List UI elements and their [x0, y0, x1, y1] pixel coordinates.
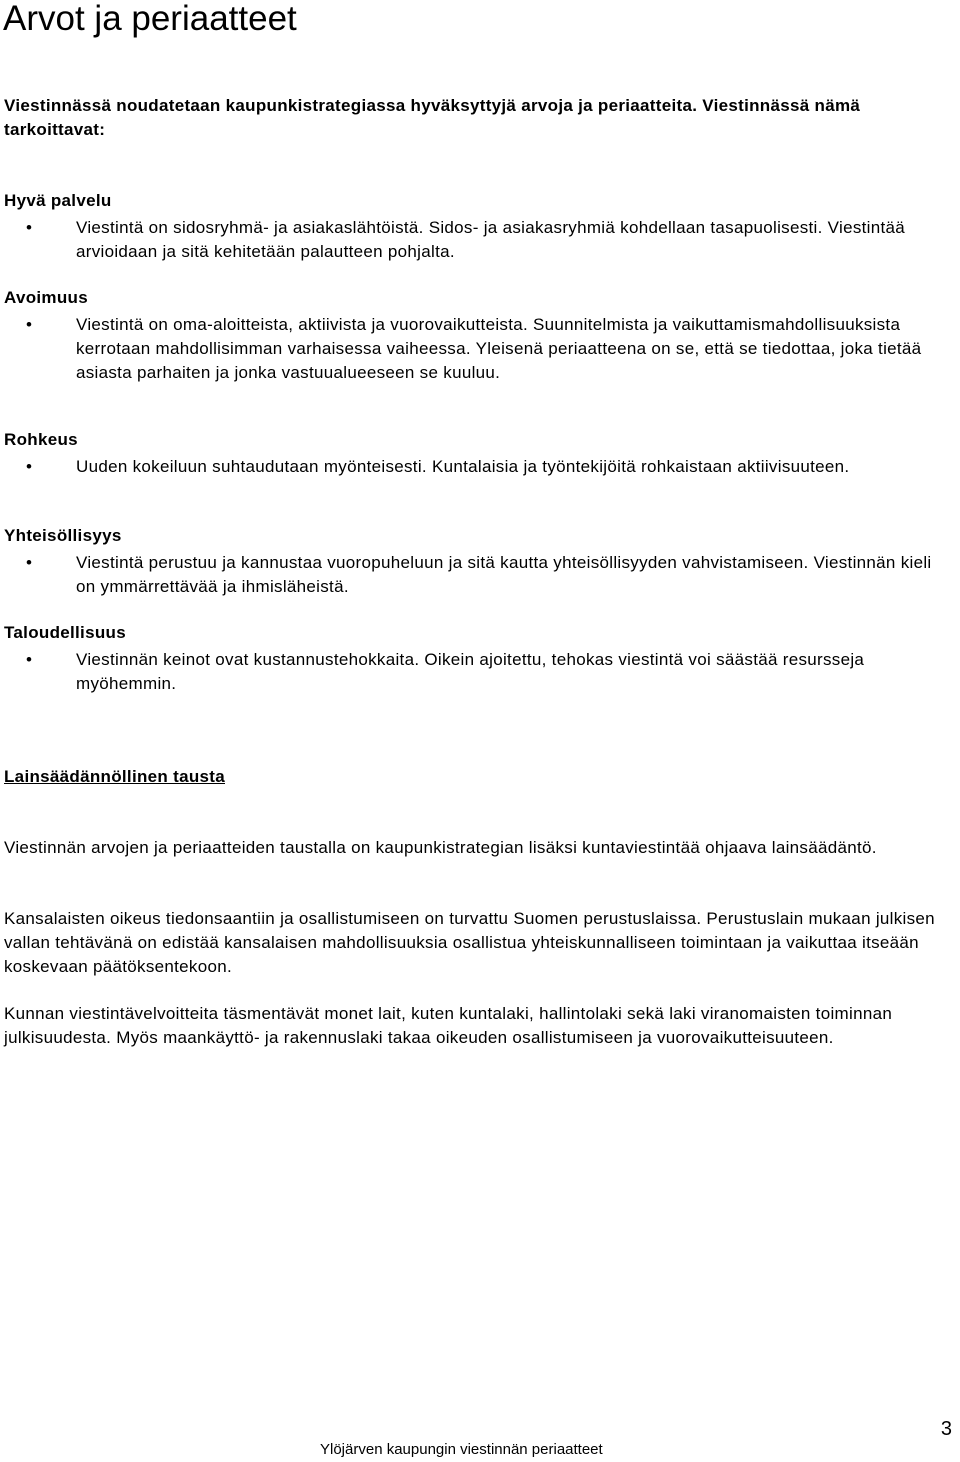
- bullet-icon: •: [26, 315, 33, 334]
- value-description: Viestintä on sidosryhmä- ja asiakaslähtöistä. Sidos- ja asiakasryhmiä kohdellaan tasapuolisesti. Viestintää arvioidaan ja sitä kehitetään palautteen pohjalta.: [76, 218, 906, 261]
- value-heading: Rohkeus: [4, 430, 78, 449]
- value-description: Viestintä on oma-aloitteista, aktiivista ja vuorovaikutteista. Suunnitelmista ja vaikuttamismahdollisuuksista kerrotaan mahdollisimman varhaisessa vaiheessa. Yleisenä periaatteena on se, että se tiedottaa, joka tietää asiasta parhaiten ja jonka vastuualueeseen se kuuluu.: [76, 315, 922, 382]
- value-bullet: [4, 313, 949, 385]
- value-bullet: [4, 455, 949, 479]
- value-section-yhteisollisyys: [4, 524, 949, 599]
- value-heading: Yhteisöllisyys: [4, 526, 122, 545]
- value-section-taloudellisuus: [4, 621, 949, 696]
- value-section-hyva-palvelu: [4, 189, 949, 264]
- page-number: 3: [940, 1418, 952, 1440]
- legal-background-heading: Lainsäädännöllinen tausta: [4, 767, 225, 786]
- value-section-rohkeus: [4, 428, 949, 479]
- value-section-avoimuus: [4, 286, 949, 385]
- value-bullet: [4, 648, 949, 696]
- value-heading: Avoimuus: [4, 288, 88, 307]
- value-bullet: [4, 551, 949, 599]
- value-description: Viestintä perustuu ja kannustaa vuoropuheluun ja sitä kautta yhteisöllisyyden vahvistamiseen. Viestinnän kieli on ymmärrettävää ja ihmisläheistä.: [76, 553, 932, 596]
- value-description: Uuden kokeiluun suhtaudutaan myönteisesti. Kuntalaisia ja työntekijöitä rohkaistaan aktiivisuuteen.: [76, 457, 850, 476]
- legal-paragraph: Viestinnän arvojen ja periaatteiden taustalla on kaupunkistrategian lisäksi kuntaviestintää ohjaava lainsäädäntö.: [4, 838, 877, 857]
- footer-text: Ylöjärven kaupungin viestinnän periaatteet: [320, 1441, 603, 1458]
- value-description: Viestinnän keinot ovat kustannustehokkaita. Oikein ajoitettu, tehokas viestintä voi säästää resursseja myöhemmin.: [76, 650, 865, 693]
- bullet-icon: •: [26, 218, 33, 237]
- bullet-icon: •: [26, 650, 33, 669]
- bullet-icon: •: [26, 457, 33, 476]
- intro-paragraph: Viestinnässä noudatetaan kaupunkistrategiassa hyväksyttyjä arvoja ja periaatteita. Viestinnässä nämä tarkoittavat:: [4, 96, 861, 139]
- value-bullet: [4, 216, 949, 264]
- value-heading: Hyvä palvelu: [4, 191, 112, 210]
- page-title: Arvot ja periaatteet: [3, 0, 297, 38]
- legal-paragraph: Kansalaisten oikeus tiedonsaantiin ja osallistumiseen on turvattu Suomen perustuslaissa. Perustuslain mukaan julkisen vallan tehtävänä on edistää kansalaisen mahdollisuuksia osallistua yhteiskunnalliseen toimintaan ja vaikuttaa itseään koskevaan päätöksentekoon.: [4, 909, 935, 976]
- legal-paragraph: Kunnan viestintävelvoitteita täsmentävät monet lait, kuten kuntalaki, hallintolaki sekä laki viranomaisten toiminnan julkisuudesta. Myös maankäyttö- ja rakennuslaki takaa oikeuden osallistumiseen ja vuorovaikutteisuuteen.: [4, 1004, 893, 1047]
- bullet-icon: •: [26, 553, 33, 572]
- value-heading: Taloudellisuus: [4, 623, 126, 642]
